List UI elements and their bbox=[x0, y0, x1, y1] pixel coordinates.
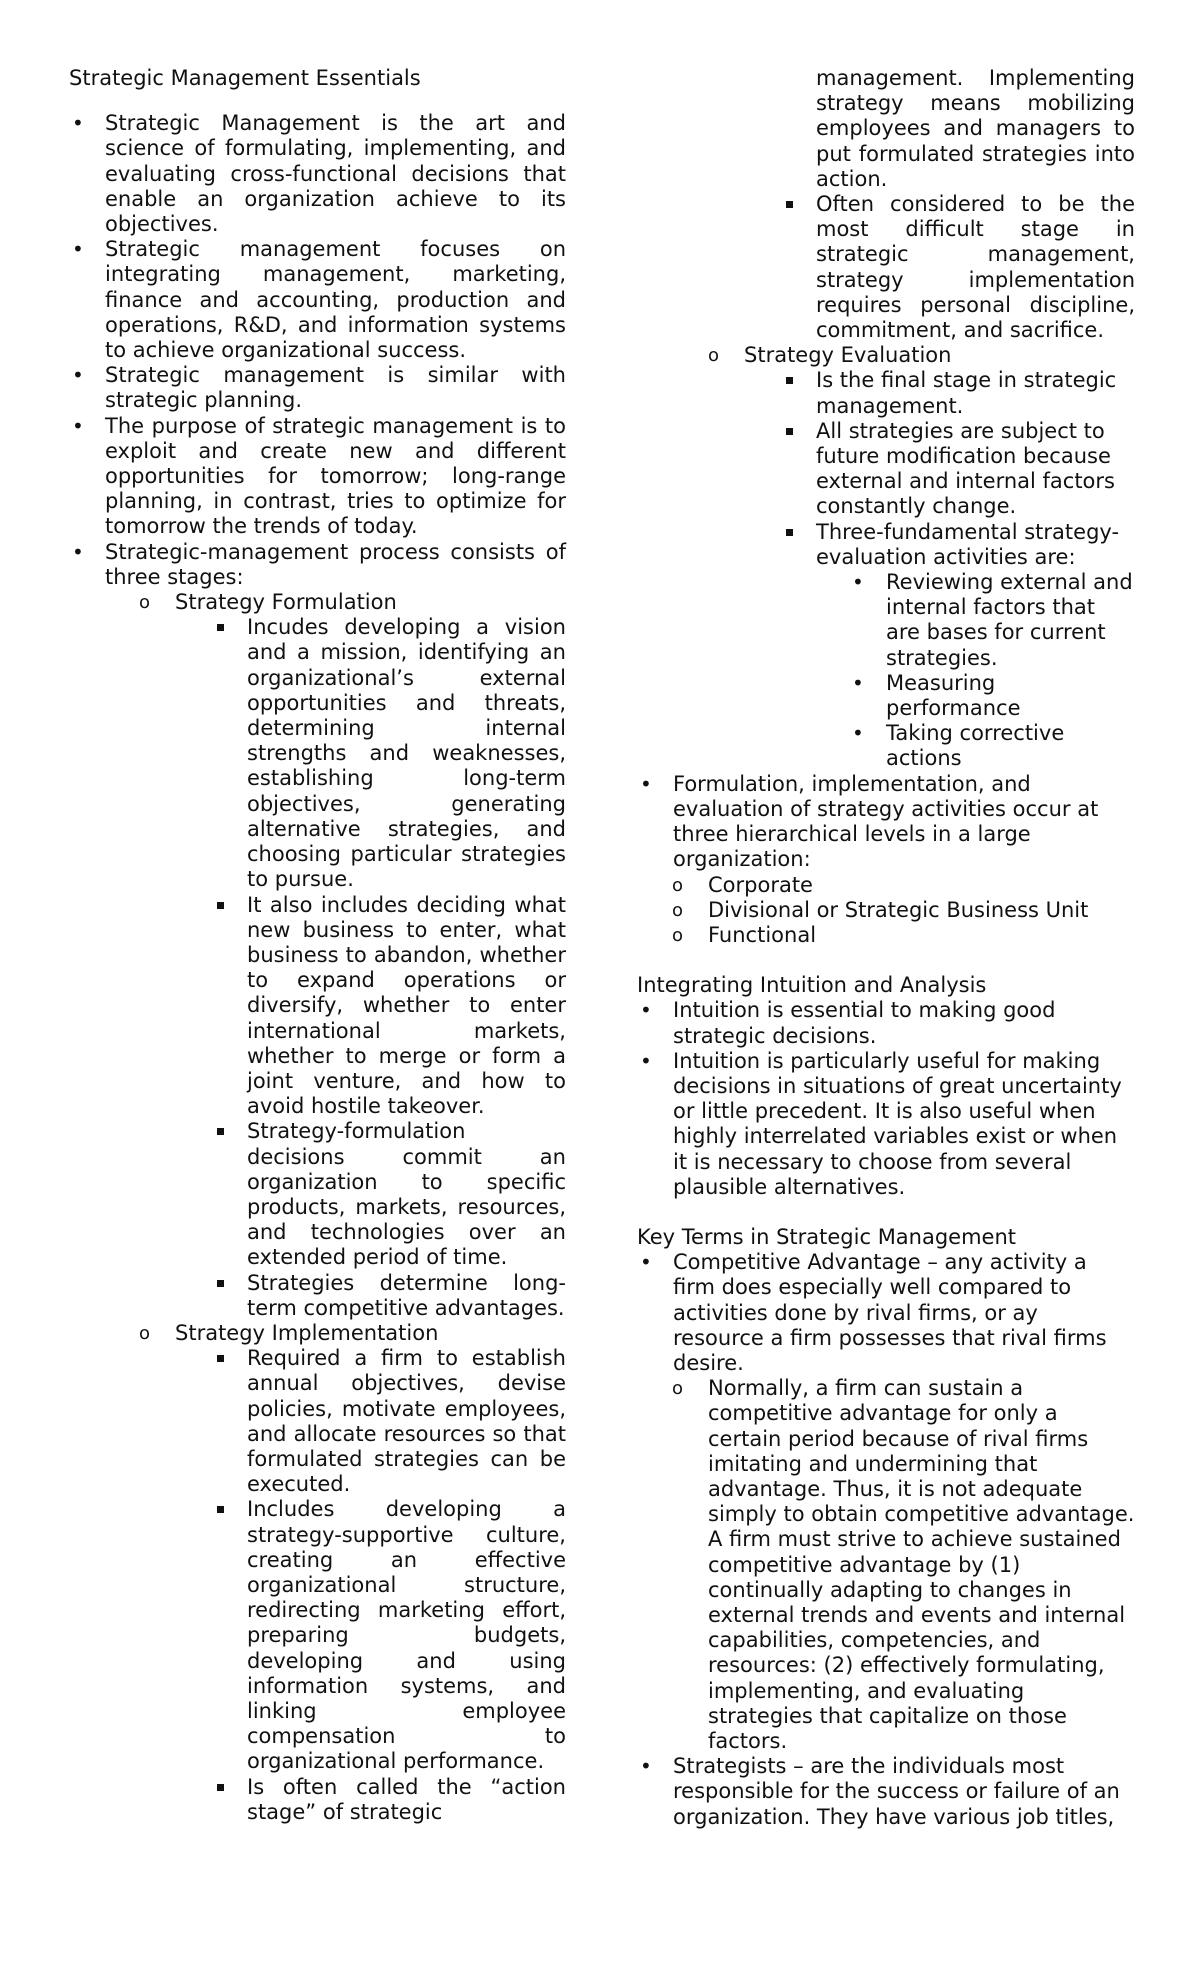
stage-formulation bbox=[175, 590, 566, 1321]
evaluation-items bbox=[744, 368, 1135, 771]
list-item: All strategies are subject to future modification because external and internal factors constantly change. bbox=[816, 419, 1135, 520]
process-stages-intro: Strategic-management process consists of three stages: bbox=[105, 539, 566, 589]
intuition-heading: Integrating Intuition and Analysis bbox=[637, 973, 987, 998]
list-item: • Intuition is essential to making good strategic decisions. bbox=[673, 998, 1135, 1048]
hierarchy-levels bbox=[637, 873, 1135, 949]
levels-list bbox=[637, 772, 1135, 948]
implementation-continued bbox=[637, 66, 1135, 343]
level-functional: o Functional bbox=[708, 923, 1135, 948]
list-item: Often considered to be the most difficult stage in strategic management, strategy implementation requires personal discipline, commitment, and sacrifice. bbox=[816, 192, 1135, 343]
list-item: Includes developing a strategy-supportive culture, creating an effective organizational structure, redirecting marketing effort, preparing budgets, developing and using information systems, and linking employee compensation to organizational performance. bbox=[247, 1497, 566, 1774]
key-terms-heading: Key Terms in Strategic Management bbox=[637, 1224, 1017, 1249]
level-corporate: o Corporate bbox=[708, 873, 1135, 898]
stage-label: Strategy Implementation bbox=[175, 1320, 439, 1345]
stage-label: Strategy Formulation bbox=[175, 590, 397, 615]
right-column bbox=[637, 66, 1135, 1830]
list-item bbox=[105, 540, 566, 1825]
list-item: Required a firm to establish annual objectives, devise policies, motivate employees, and allocate resources so that formulated strategies can be executed. bbox=[247, 1346, 566, 1497]
intuition-list bbox=[637, 998, 1135, 1200]
evaluation-activities-intro: Three-fundamental strategy-evaluation activities are: bbox=[816, 519, 1120, 569]
document-title: Strategic Management Essentials bbox=[69, 66, 421, 90]
competitive-advantage-term: Competitive Advantage – any activity a firm does especially well compared to activities done by rival firms, or ay resource a firm possesses that rival firms desire. bbox=[673, 1250, 1107, 1375]
list-item: • Taking corrective actions bbox=[886, 721, 1135, 771]
list-item: • Intuition is particularly useful for making decisions in situations of great uncertainty or little precedent. It is also useful when highly interrelated variables exist or when it is necessary to choose from several plausible alternatives. bbox=[673, 1049, 1135, 1200]
list-item: • Strategists – are the individuals most responsible for the success or failure of an organization. They have various job titles, bbox=[673, 1754, 1135, 1830]
list-item bbox=[673, 1250, 1135, 1754]
key-terms-list bbox=[637, 1250, 1135, 1830]
stage-implementation bbox=[175, 1321, 566, 1825]
evaluation-stage bbox=[637, 343, 1135, 771]
list-item: • Strategic Management is the art and science of formulating, implementing, and evaluating cross-functional decisions that enable an organization achieve to its objectives. bbox=[105, 111, 566, 237]
list-item: • Measuring performance bbox=[886, 671, 1135, 721]
implementation-items bbox=[175, 1346, 566, 1825]
level-divisional: o Divisional or Strategic Business Unit bbox=[708, 898, 1135, 923]
list-item: • Strategic management focuses on integrating management, marketing, finance and accounting, production and operations, R&D, and information systems to achieve organizational success. bbox=[105, 237, 566, 363]
continued-text: management. Implementing strategy means mobilizing employees and managers to put formulated strategies into action. bbox=[816, 66, 1135, 191]
competitive-advantage-notes bbox=[637, 1376, 1135, 1754]
list-item: Is the final stage in strategic management. bbox=[816, 368, 1135, 418]
list-item: It also includes deciding what new business to enter, what business to abandon, whether to expand operations or diversify, whether to enter international markets, whether to merge or form a joint venture, and how to avoid hostile takeover. bbox=[247, 892, 566, 1119]
formulation-items bbox=[175, 615, 566, 1321]
stages-list bbox=[69, 590, 566, 1825]
list-item bbox=[816, 520, 1135, 772]
stage-evaluation bbox=[744, 343, 1135, 771]
stage-label: Strategy Evaluation bbox=[744, 343, 952, 368]
list-item: • Strategic management is similar with strategic planning. bbox=[105, 363, 566, 413]
list-item: • Reviewing external and internal factors that are bases for current strategies. bbox=[886, 570, 1135, 671]
list-item: Strategies determine long-term competitive advantages. bbox=[247, 1270, 566, 1320]
list-item: o Normally, a firm can sustain a competitive advantage for only a certain period because of rival firms imitating and undermining that advantage. Thus, it is not adequate simply to obtain competitive advantage. A firm must strive to achieve sustained competitive advantage by (1) continually adapting to changes in external trends and events and internal capabilities, competencies, and resources: (2) effectively formulating, implementing, and evaluating strategies that capitalize on those factors. bbox=[708, 1376, 1135, 1754]
list-item: Strategy-formulation decisions commit an organization to specific products, markets, resources, and technologies over an extended period of time. bbox=[247, 1119, 566, 1270]
intro-bullet-list bbox=[69, 111, 566, 1825]
list-item: Is often called the “action stage” of strategic bbox=[247, 1774, 566, 1824]
list-item: • The purpose of strategic management is to exploit and create new and different opportunities for tomorrow; long-range planning, in contrast, tries to optimize for tomorrow the trends of today. bbox=[105, 414, 566, 540]
list-item: Incudes developing a vision and a mission, identifying an organizational’s external opportunities and threats, determining internal strengths and weaknesses, establishing long-term objectives, generating alternative strategies, and choosing particular strategies to pursue. bbox=[247, 615, 566, 892]
left-column bbox=[69, 66, 566, 1825]
evaluation-activities bbox=[816, 570, 1135, 772]
levels-intro: Formulation, implementation, and evaluation of strategy activities occur at three hierarchical levels in a large organization: bbox=[673, 771, 1099, 872]
list-item bbox=[673, 772, 1135, 948]
